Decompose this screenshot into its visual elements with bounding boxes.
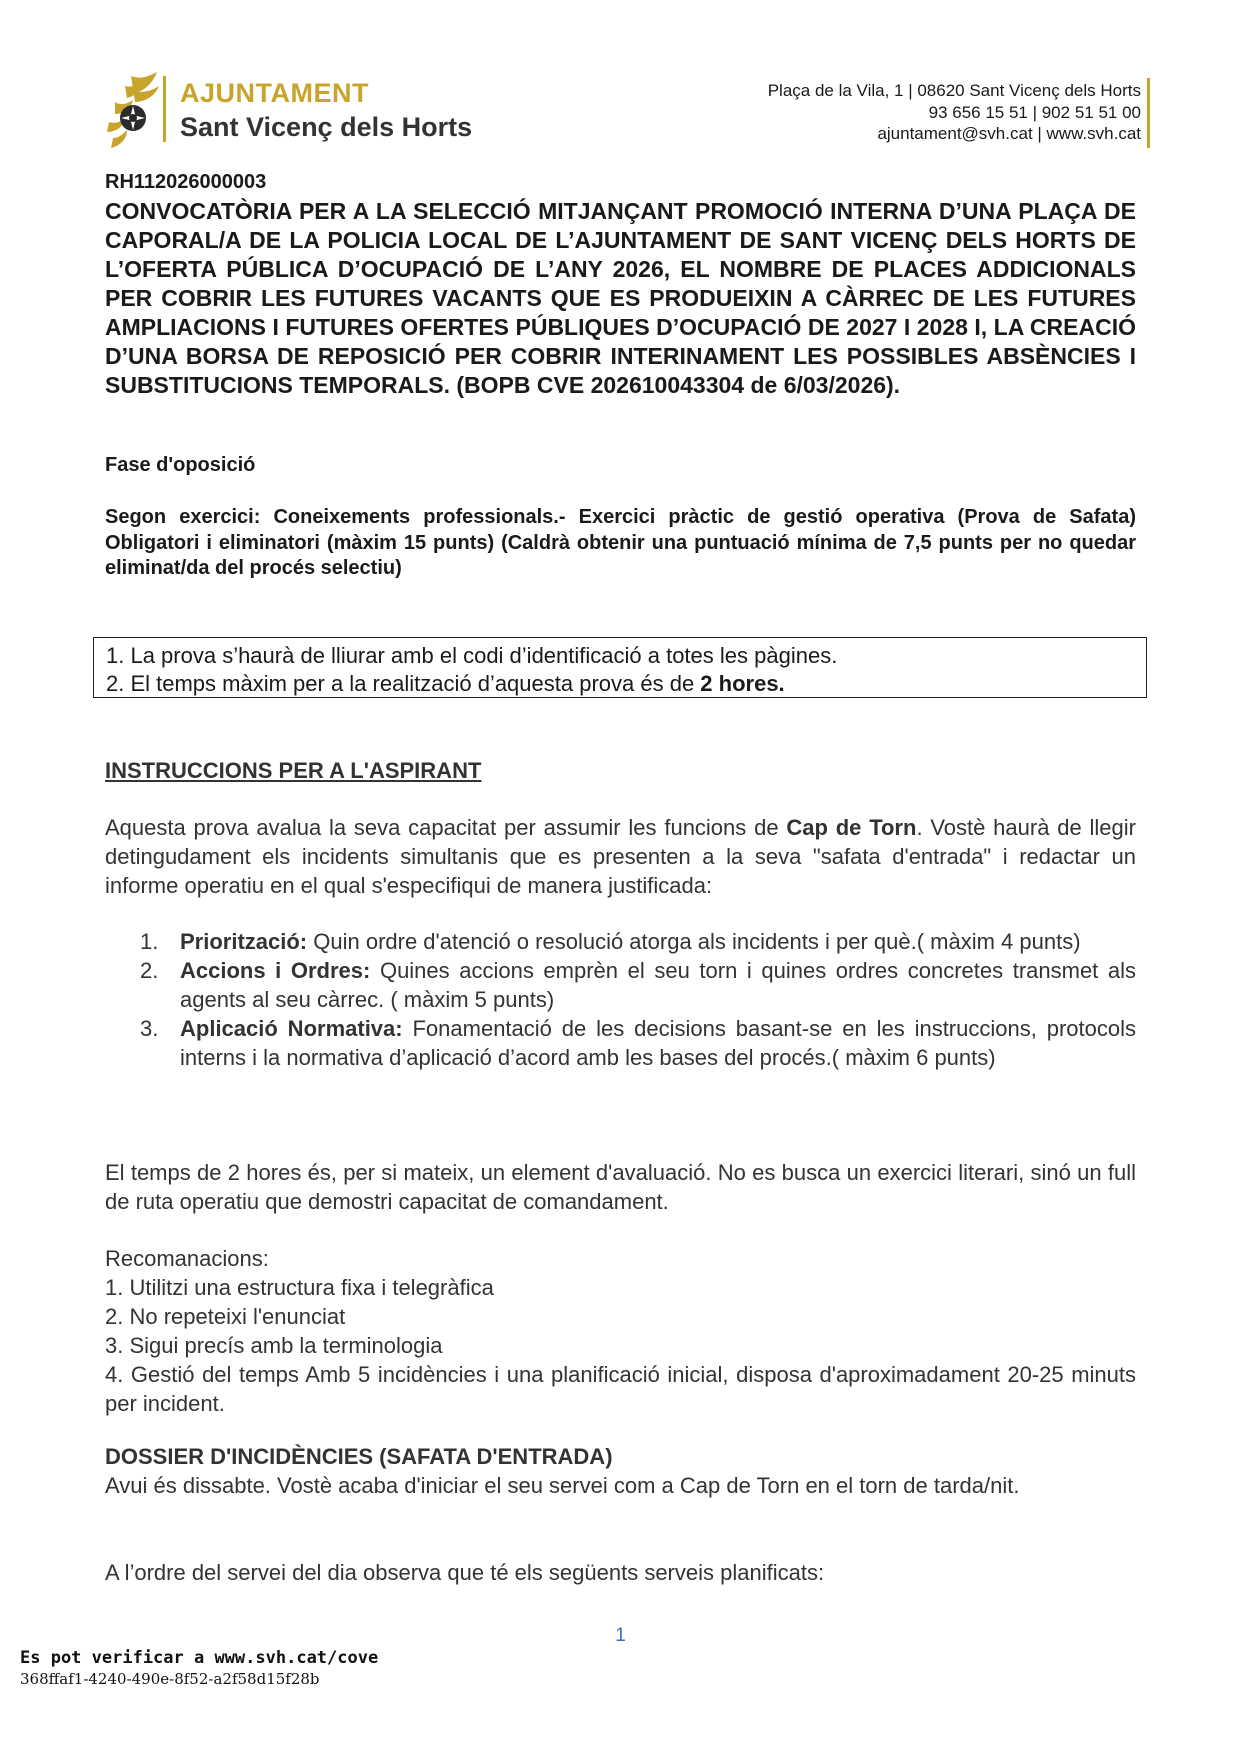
verification-link-text: Es pot verificar a www.svh.cat/cove <box>20 1648 379 1668</box>
phone-line: 93 656 15 51 | 902 51 51 00 <box>928 102 1141 122</box>
list-item-bold: Aplicació Normativa: <box>180 1016 403 1041</box>
recommendations <box>105 1244 1136 1418</box>
list-item-bold: Accions i Ordres: <box>180 958 371 983</box>
address-line: Plaça de la Vila, 1 | 08620 Sant Vicenç dels Horts <box>767 81 1141 100</box>
header-address <box>768 80 1141 145</box>
list-item-bold: Priorització: <box>180 929 308 954</box>
time-paragraph: El temps de 2 hores és, per si mateix, un element d'avaluació. No es busca un exercici literari, sinó un full de ruta operatiu que demostri capacitat de comandament. <box>105 1160 1136 1214</box>
logo-divider <box>163 76 166 142</box>
notice-line-2-text: 2. El temps màxim per a la realització d’aquesta prova és de <box>106 671 701 696</box>
reference-code: RH112026000003 <box>105 171 267 193</box>
recommendation-item: 4. Gestió del temps Amb 5 incidències i una planificació inicial, disposa d'aproximadament 20-25 minuts per incident. <box>105 1362 1136 1416</box>
document-title: CONVOCATÒRIA PER A LA SELECCIÓ MITJANÇANT PROMOCIÓ INTERNA D’UNA PLAÇA DE CAPORAL/A DE LA POLICIA LOCAL DE L’AJUNTAMENT DE SANT VICENÇ DELS HORTS DE L’OFERTA PÚBLICA D’OCUPACIÓ DE L’ANY 2026, EL NOMBRE DE PLACES ADDICIONALS PER COBRIR LES FUTURES VACANTS QUE ES PRODUEIXIN A CÀRREC DE LES FUTURES AMPLIACIONS I FUTURES OFERTES PÚBLIQUES D’OCUPACIÓ DE 2027 I 2028 I, LA CREACIÓ D’UNA BORSA DE REPOSICIÓ PER COBRIR INTERINAMENT LES POSSIBLES ABSÈNCIES I SUBSTITUCIONS TEMPORALS. (BOPB CVE 202610043304 de 6/03/2026). <box>105 198 1136 398</box>
recommendations-heading: Recomanacions: <box>105 1246 269 1271</box>
dossier-text: Avui és dissabte. Vostè acaba d'iniciar el seu servei com a Cap de Torn en el torn de tarda/nit. <box>105 1473 1020 1498</box>
dossier-heading: DOSSIER D'INCIDÈNCIES (SAFATA D'ENTRADA) <box>105 1444 613 1469</box>
notice-line-1: 1. La prova s’haurà de lliurar amb el codi d’identificació a totes les pàgines. <box>106 643 838 668</box>
coat-of-arms-icon <box>103 72 161 152</box>
logo-text-municipality: Sant Vicenç dels Horts <box>180 112 473 142</box>
instructions-intro <box>105 813 1136 900</box>
list-item <box>140 956 1136 1014</box>
intro-suffix: . Vostè haurà de llegir detingudament els incidents simultanis que es presenten a la seva "safata d'entrada" i redactar un informe operatiu en el qual s'especifiqui de manera justificada: <box>105 815 1136 898</box>
phase-label: Fase d'oposició <box>105 454 256 476</box>
notice-box <box>93 637 1147 698</box>
intro-bold: Cap de Torn <box>786 815 917 840</box>
address-divider <box>1147 78 1150 148</box>
notice-line-2-bold: 2 hores. <box>700 671 785 696</box>
verification-code: 368ffaf1-4240-490e-8f52-a2f58d15f28b <box>20 1670 320 1688</box>
list-item <box>140 927 1136 956</box>
notice-line-2 <box>106 670 1134 698</box>
list-item-number: 2. <box>140 958 159 983</box>
email-web-line: ajuntament@svh.cat | www.svh.cat <box>877 124 1141 143</box>
list-item-text: Fonamentació de les decisions basant-se en les instruccions, protocols interns i la normativa d’aplicació d’acord amb les bases del procés.( màxim 6 punts) <box>180 1016 1136 1070</box>
list-item-number: 3. <box>140 1016 159 1041</box>
exercise-description: Segon exercici: Coneixements professionals.- Exercici pràctic de gestió operativa (Prova de Safata) Obligatori i eliminatori (màxim 15 punts) (Caldrà obtenir una puntuació mínima de 7,5 punts per no quedar eliminat/da del procés selectiu) <box>105 506 1136 579</box>
instructions-heading: INSTRUCCIONS PER A L'ASPIRANT <box>105 758 482 783</box>
recommendation-item: 2. No repeteixi l'enunciat <box>105 1304 346 1329</box>
page-number: 1 <box>615 1625 626 1646</box>
list-item-text: Quines accions emprèn el seu torn i quines ordres concretes transmet als agents al seu càrrec. ( màxim 5 punts) <box>180 958 1137 1012</box>
list-item-text: Quin ordre d'atenció o resolució atorga als incidents i per què.( màxim 4 punts) <box>307 929 1081 954</box>
logo-text-ajuntament: AJUNTAMENT <box>180 78 369 108</box>
service-order-text: A l’ordre del servei del dia observa que té els següents serveis planificats: <box>105 1560 825 1585</box>
ajuntament-logo <box>103 72 493 152</box>
recommendation-item: 3. Sigui precís amb la terminologia <box>105 1333 443 1358</box>
list-item <box>140 1014 1136 1072</box>
list-item-number: 1. <box>140 929 159 954</box>
criteria-list <box>140 927 1136 1072</box>
intro-prefix: Aquesta prova avalua la seva capacitat per assumir les funcions de <box>105 815 787 840</box>
recommendation-item: 1. Utilitzi una estructura fixa i telegràfica <box>105 1275 494 1300</box>
